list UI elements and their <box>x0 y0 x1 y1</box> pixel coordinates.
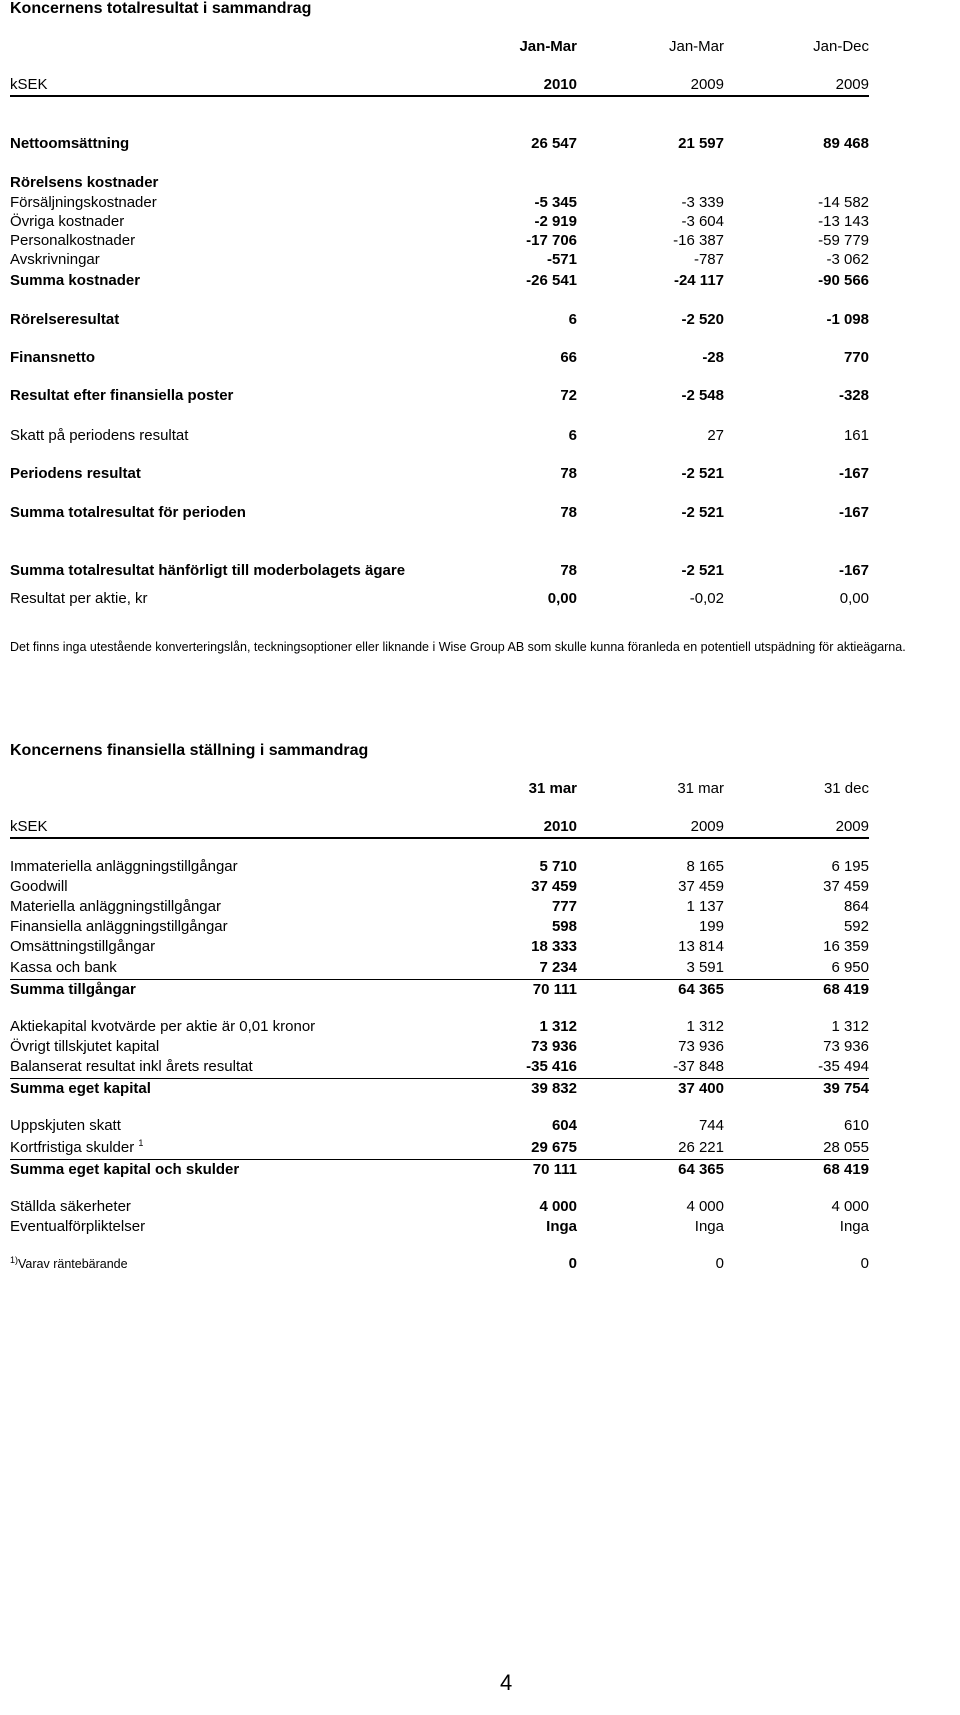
row-value-col3: 4 000 <box>831 1198 869 1215</box>
row-value-col3: -3 062 <box>826 251 869 268</box>
income-head-col2: Jan-Mar <box>668 38 724 55</box>
balance-head-col3: 31 dec <box>823 780 869 797</box>
row-label: Uppskjuten skatt <box>10 1117 121 1134</box>
row-value-col3: 1 312 <box>831 1018 869 1035</box>
row-label: Summa totalresultat för perioden <box>10 504 246 521</box>
row-value-col3: -13 143 <box>818 213 869 230</box>
balance-header-date <box>10 779 869 799</box>
row-value-col2: -28 <box>702 349 724 366</box>
row-value-col3: 39 754 <box>823 1080 869 1097</box>
row-label: Summa tillgångar <box>10 981 136 998</box>
row-value-col2: 37 459 <box>678 878 724 895</box>
row-value-col1: 18 333 <box>531 938 577 955</box>
row-label: Resultat per aktie, kr <box>10 590 148 607</box>
income-header-year <box>10 75 869 95</box>
row-value-col3: Inga <box>839 1218 869 1235</box>
income-row <box>10 173 869 193</box>
row-value-col3: 73 936 <box>823 1038 869 1055</box>
balance-row <box>10 1160 869 1180</box>
balance-header-rule <box>10 837 869 839</box>
row-value-col1: Inga <box>546 1218 577 1235</box>
income-row <box>10 561 869 581</box>
income-row <box>10 212 869 232</box>
row-value-col1: -17 706 <box>526 232 577 249</box>
row-value-col3: -35 494 <box>818 1058 869 1075</box>
row-value-col2: 1 137 <box>686 898 724 915</box>
income-row <box>10 503 869 523</box>
balance-row <box>10 1017 869 1037</box>
row-value-col1: 39 832 <box>531 1080 577 1097</box>
row-value-col1: 78 <box>560 504 577 521</box>
row-label: Finansiella anläggningstillgångar <box>10 918 228 935</box>
footnote-marker: 1 <box>138 1138 144 1148</box>
row-label: Nettoomsättning <box>10 135 130 152</box>
row-value-col2: 27 <box>707 427 724 444</box>
row-value-col1: 777 <box>551 898 577 915</box>
row-label: Summa totalresultat hänförligt till moderbolagets ägare <box>10 562 406 579</box>
income-row <box>10 271 869 291</box>
row-value-col1: 6 <box>568 311 577 328</box>
balance-year-col1: 2010 <box>543 818 577 835</box>
row-value-col1: -5 345 <box>534 194 577 211</box>
row-value-col2: 37 400 <box>678 1080 724 1097</box>
row-value-col3: -14 582 <box>818 194 869 211</box>
row-value-col3: 68 419 <box>823 1161 869 1178</box>
balance-year-col2: 2009 <box>690 818 724 835</box>
row-label: Skatt på periodens resultat <box>10 427 189 444</box>
row-value-col3: -167 <box>838 504 869 521</box>
row-value-col1: 78 <box>560 562 577 579</box>
row-value-col2: 64 365 <box>678 981 724 998</box>
income-row <box>10 250 869 270</box>
row-label: Rörelseresultat <box>10 311 120 328</box>
row-value-col1: -2 919 <box>534 213 577 230</box>
row-value-col3: -167 <box>838 465 869 482</box>
page-number: 4 <box>500 1670 513 1695</box>
row-value-col1: 6 <box>568 427 577 444</box>
balance-row <box>10 1057 869 1077</box>
row-value-col2: -37 848 <box>673 1058 724 1075</box>
row-label: Personalkostnader <box>10 232 136 249</box>
balance-row <box>10 917 869 937</box>
row-value-col1: 37 459 <box>531 878 577 895</box>
row-value-col3: -59 779 <box>818 232 869 249</box>
row-value-col2: -2 520 <box>681 311 724 328</box>
row-value-col2: 3 591 <box>686 959 724 976</box>
row-label: Balanserat resultat inkl årets resultat <box>10 1058 253 1075</box>
row-value-col3: 161 <box>843 427 869 444</box>
row-value-col2: -24 117 <box>673 272 724 289</box>
row-value-col1: 78 <box>560 465 577 482</box>
row-label: Periodens resultat <box>10 465 141 482</box>
row-value-col1: 604 <box>551 1117 577 1134</box>
footnote-row <box>10 1254 869 1274</box>
row-value-col1: 0,00 <box>547 590 577 607</box>
row-label: Övrigt tillskjutet kapital <box>10 1038 160 1055</box>
income-row <box>10 231 869 251</box>
row-label <box>10 1138 143 1158</box>
balance-row <box>10 980 869 1000</box>
dilution-note: Det finns inga utestående konverteringslån, teckningsoptioner eller liknande i Wise Group AB som skulle kunna föranleda en potentiell utspädning för aktieägarna. <box>10 640 906 654</box>
row-value-col2: 0 <box>715 1255 724 1272</box>
row-value-col3: 770 <box>843 349 869 366</box>
row-label: Ställda säkerheter <box>10 1198 131 1215</box>
row-value-col2: 1 312 <box>686 1018 724 1035</box>
row-value-col2: 4 000 <box>686 1198 724 1215</box>
balance-row <box>10 1217 869 1237</box>
row-value-col3: 28 055 <box>823 1139 869 1156</box>
row-label: Försäljningskostnader <box>10 194 157 211</box>
row-value-col1: 5 710 <box>539 858 577 875</box>
row-value-col2: 199 <box>698 918 724 935</box>
row-label: Materiella anläggningstillgångar <box>10 898 221 915</box>
row-value-col2: 64 365 <box>678 1161 724 1178</box>
row-value-col2: 73 936 <box>678 1038 724 1055</box>
row-value-col3: 0 <box>860 1255 869 1272</box>
row-value-col1: 26 547 <box>531 135 577 152</box>
row-value-col2: -3 339 <box>681 194 724 211</box>
row-value-col2: -2 521 <box>681 562 724 579</box>
income-head-col3: Jan-Dec <box>813 38 869 55</box>
row-label: Summa eget kapital och skulder <box>10 1161 240 1178</box>
balance-head-col1: 31 mar <box>528 780 577 797</box>
row-label: Immateriella anläggningstillgångar <box>10 858 238 875</box>
row-value-col1: 0 <box>568 1255 577 1272</box>
row-value-col2: 13 814 <box>678 938 724 955</box>
row-value-col2: -2 521 <box>681 504 724 521</box>
income-row <box>10 134 869 154</box>
row-value-col3: -90 566 <box>818 272 869 289</box>
footnote-text: Varav räntebärande <box>18 1257 128 1271</box>
row-value-col3: 864 <box>843 898 869 915</box>
row-value-col2: 26 221 <box>678 1139 724 1156</box>
row-value-col1: 4 000 <box>539 1198 577 1215</box>
row-value-col3: -1 098 <box>826 311 869 328</box>
income-head-col1: Jan-Mar <box>519 38 577 55</box>
row-value-col3: 16 359 <box>823 938 869 955</box>
balance-header-year <box>10 817 869 837</box>
row-value-col2: 8 165 <box>686 858 724 875</box>
balance-row <box>10 1116 869 1136</box>
row-value-col3: -167 <box>838 562 869 579</box>
income-row <box>10 589 869 609</box>
row-label: Övriga kostnader <box>10 213 125 230</box>
row-value-col1: 66 <box>560 349 577 366</box>
row-label: Goodwill <box>10 878 68 895</box>
balance-title: Koncernens finansiella ställning i sammandrag <box>10 742 369 759</box>
row-value-col1: 72 <box>560 387 577 404</box>
row-value-col1: 598 <box>551 918 577 935</box>
balance-row <box>10 1138 869 1158</box>
row-label: Omsättningstillgångar <box>10 938 156 955</box>
row-value-col3: 68 419 <box>823 981 869 998</box>
row-value-col2: -0,02 <box>689 590 724 607</box>
balance-row <box>10 1079 869 1099</box>
row-label: Finansnetto <box>10 349 95 366</box>
balance-row <box>10 958 869 978</box>
income-year-col2: 2009 <box>690 76 724 93</box>
row-value-col1: 70 111 <box>532 981 577 998</box>
balance-row <box>10 1037 869 1057</box>
row-label: Resultat efter finansiella poster <box>10 387 234 404</box>
row-value-col3: 592 <box>843 918 869 935</box>
row-value-col2: Inga <box>694 1218 724 1235</box>
row-label: Aktiekapital kvotvärde per aktie är 0,01 kronor <box>10 1018 316 1035</box>
income-unit-label: kSEK <box>10 76 48 93</box>
row-value-col2: -787 <box>693 251 724 268</box>
income-header-rule <box>10 95 869 97</box>
row-value-col2: 21 597 <box>678 135 724 152</box>
row-label: Kassa och bank <box>10 959 117 976</box>
row-value-col1: -35 416 <box>526 1058 577 1075</box>
row-value-col3: 6 950 <box>831 959 869 976</box>
balance-year-col3: 2009 <box>835 818 869 835</box>
row-value-col2: 744 <box>698 1117 724 1134</box>
balance-row <box>10 937 869 957</box>
income-row <box>10 193 869 213</box>
row-value-col2: -2 548 <box>681 387 724 404</box>
row-value-col1: 1 312 <box>539 1018 577 1035</box>
row-value-col1: 7 234 <box>539 959 577 976</box>
row-label: Summa eget kapital <box>10 1080 151 1097</box>
balance-unit-label: kSEK <box>10 818 48 835</box>
balance-row <box>10 877 869 897</box>
income-year-col1: 2010 <box>543 76 577 93</box>
row-value-col1: 73 936 <box>531 1038 577 1055</box>
row-value-col1: 29 675 <box>531 1139 577 1156</box>
row-value-col3: 89 468 <box>823 135 869 152</box>
footnote-label <box>10 1254 128 1274</box>
income-row <box>10 310 869 330</box>
row-label: Eventualförpliktelser <box>10 1218 146 1235</box>
row-value-col2: -2 521 <box>681 465 724 482</box>
income-title: Koncernens totalresultat i sammandrag <box>10 0 312 17</box>
balance-head-col2: 31 mar <box>677 780 724 797</box>
balance-row <box>10 897 869 917</box>
row-label: Avskrivningar <box>10 251 100 268</box>
row-value-col1: -26 541 <box>526 272 577 289</box>
income-header-period <box>10 37 869 57</box>
row-value-col1: -571 <box>546 251 577 268</box>
income-year-col3: 2009 <box>835 76 869 93</box>
footnote-marker: 1) <box>10 1254 19 1265</box>
income-row <box>10 348 869 368</box>
row-label-text: Kortfristiga skulder <box>10 1139 135 1156</box>
income-row <box>10 426 869 446</box>
row-value-col3: 610 <box>843 1117 869 1134</box>
row-value-col1: 70 111 <box>532 1161 577 1178</box>
balance-row <box>10 1197 869 1217</box>
row-value-col3: 0,00 <box>839 590 869 607</box>
row-value-col3: -328 <box>838 387 869 404</box>
row-label: Rörelsens kostnader <box>10 174 159 191</box>
row-label: Summa kostnader <box>10 272 141 289</box>
row-value-col2: -16 387 <box>673 232 724 249</box>
row-value-col3: 6 195 <box>831 858 869 875</box>
balance-row <box>10 857 869 877</box>
income-row <box>10 386 869 406</box>
row-value-col2: -3 604 <box>681 213 724 230</box>
row-value-col3: 37 459 <box>823 878 869 895</box>
income-row <box>10 464 869 484</box>
